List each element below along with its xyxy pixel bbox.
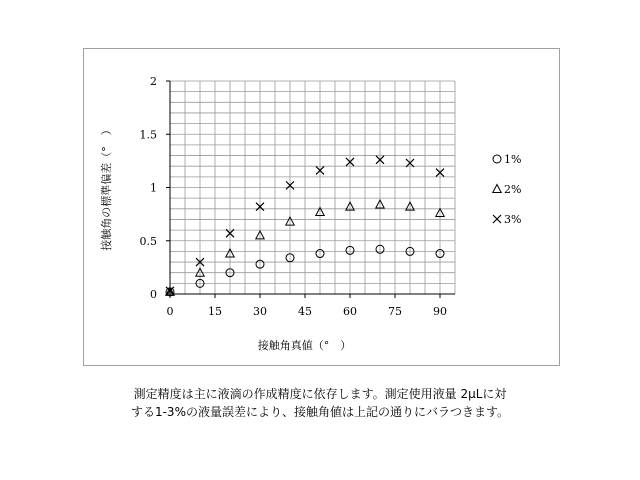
legend-item-circle [493,153,521,166]
legend-label: 1% [504,153,522,166]
x-tick-label: 90 [433,305,447,318]
x-tick-label: 15 [208,305,222,318]
y-tick-label: 1.5 [139,128,157,142]
grid [170,81,455,294]
caption-line-1: 測定精度は主に液滴の作成精度に依存します。測定使用液量 2μLに対 [133,387,507,401]
x-tick-label: 30 [253,305,267,318]
y-tick-labels [140,75,158,301]
x-tick-labels [167,305,448,318]
chart-frame [83,48,560,366]
x-tick-label: 0 [166,305,174,318]
y-tick-label: 0 [150,288,157,301]
legend [493,153,522,226]
y-tick-label: 2 [150,75,157,88]
triangle-legend-icon [493,185,501,193]
scatter-chart [84,49,561,367]
circle-legend-icon [493,155,501,163]
y-tick-label: 1 [150,181,157,195]
y-tick-label: 0.5 [139,234,157,248]
x-axis-title: 接触角真値（° ） [257,339,352,352]
legend-item-triangle [493,183,522,196]
axes [166,81,455,298]
x-tick-label: 75 [388,305,402,318]
legend-item-cross [493,213,521,226]
caption [0,385,640,421]
legend-label: 3% [504,213,522,226]
x-tick-label: 60 [343,305,357,318]
legend-label: 2% [504,183,522,196]
caption-line-2: する1-3%の液量誤差により、接触角値は上記の通りにバラつきます。 [130,405,510,419]
y-axis-title: 接触角の標準偏差（° ） [100,124,113,251]
x-tick-label: 45 [298,305,312,318]
cross-legend-icon [493,215,501,223]
